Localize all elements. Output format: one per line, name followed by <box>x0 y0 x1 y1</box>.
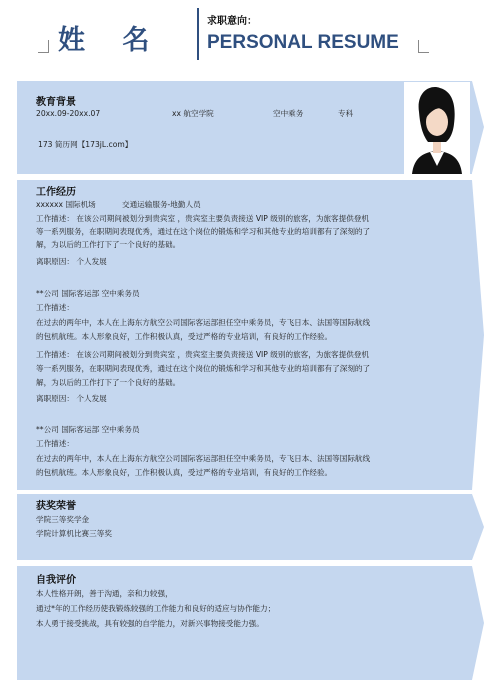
job3-desc-line: 的包机航班。本人形象良好，工作积极认真，受过严格的专业培训，有良好的工作经验。 <box>36 468 333 477</box>
self-eval-line: 本人性格开朗，善于沟通，亲和力较强， <box>36 589 173 598</box>
education-school: xx 航空学院 <box>172 109 214 118</box>
job2-desc-label: 工作描述： <box>36 303 74 312</box>
self-eval-arrow <box>472 566 484 680</box>
work-arrow <box>472 180 484 490</box>
job2-leave-reason: 离职原因： 个人发展 <box>36 394 107 403</box>
job2-desc-line: 等一系列服务，在职期间表现优秀，通过在这个岗位的锻炼和学习和其他专业的培训都有了深刻的了 <box>36 364 371 373</box>
education-arrow <box>472 81 484 173</box>
job1-company: xxxxxx 国际机场 <box>36 200 96 209</box>
work-title: 工作经历 <box>36 187 76 198</box>
education-title: 教育背景 <box>36 97 76 108</box>
job1-department: 交通运输服务-地勤人员 <box>122 200 201 209</box>
corner-mark-right <box>418 40 429 53</box>
education-major: 空中乘务 <box>273 109 304 118</box>
awards-arrow <box>472 494 484 560</box>
corner-mark-left <box>38 40 49 53</box>
awards-section <box>17 494 472 560</box>
job2-desc-line: 在过去的两年中，本人在上海东方航空公司国际客运部担任空中乘务员，专飞日本、法国等国际航线 <box>36 318 371 327</box>
resume-title: PERSONAL RESUME <box>207 32 399 53</box>
award-item: 学院三等奖学金 <box>36 515 90 524</box>
job1-leave-reason: 离职原因： 个人发展 <box>36 257 107 266</box>
header-divider <box>197 8 199 60</box>
education-site: 173 简历网【173jL.com】 <box>38 140 133 149</box>
job2-desc-line: 工作描述： 在该公司期间被划分到贵宾室 ，贵宾室主要负责接送 VIP 级别的旅客，为旅客提供登机 <box>36 350 370 359</box>
awards-title: 获奖荣誉 <box>36 501 76 512</box>
education-degree: 专科 <box>338 109 354 118</box>
job1-desc-line: 解，为以后的工作打下了一个良好的基础。 <box>36 240 181 249</box>
job2-header: **公司 国际客运部 空中乘务员 <box>36 289 140 298</box>
award-item: 学院计算机比赛三等奖 <box>36 529 112 538</box>
job-intent-label: 求职意向： <box>207 16 257 27</box>
job1-desc-line: 等一系列服务，在职期间表现优秀，通过在这个岗位的锻炼和学习和其他专业的培训都有了深刻的了 <box>36 227 371 236</box>
job3-header: **公司 国际客运部 空中乘务员 <box>36 425 140 434</box>
self-eval-title: 自我评价 <box>36 575 76 586</box>
self-eval-line: 本人勇于接受挑战，具有较强的自学能力，对新兴事物接受能力强。 <box>36 619 264 628</box>
profile-photo <box>404 82 470 174</box>
job3-desc-line: 在过去的两年中，本人在上海东方航空公司国际客运部担任空中乘务员，专飞日本、法国等国际航线 <box>36 454 371 463</box>
job2-desc-line: 解，为以后的工作打下了一个良好的基础。 <box>36 378 181 387</box>
job2-desc-line: 的包机航班。本人形象良好，工作积极认真，受过严格的专业培训，有良好的工作经验。 <box>36 332 333 341</box>
job1-desc-line: 工作描述： 在该公司期间被划分到贵宾室 ，贵宾室主要负责接送 VIP 级别的旅客，为旅客提供登机 <box>36 214 370 223</box>
candidate-name: 姓 名 <box>58 25 164 56</box>
education-dates: 20xx.09-20xx.07 <box>36 109 101 118</box>
job3-desc-label: 工作描述： <box>36 439 74 448</box>
self-eval-line: 通过*年的工作经历使我锻炼较强的工作能力和良好的适应与协作能力； <box>36 604 276 613</box>
